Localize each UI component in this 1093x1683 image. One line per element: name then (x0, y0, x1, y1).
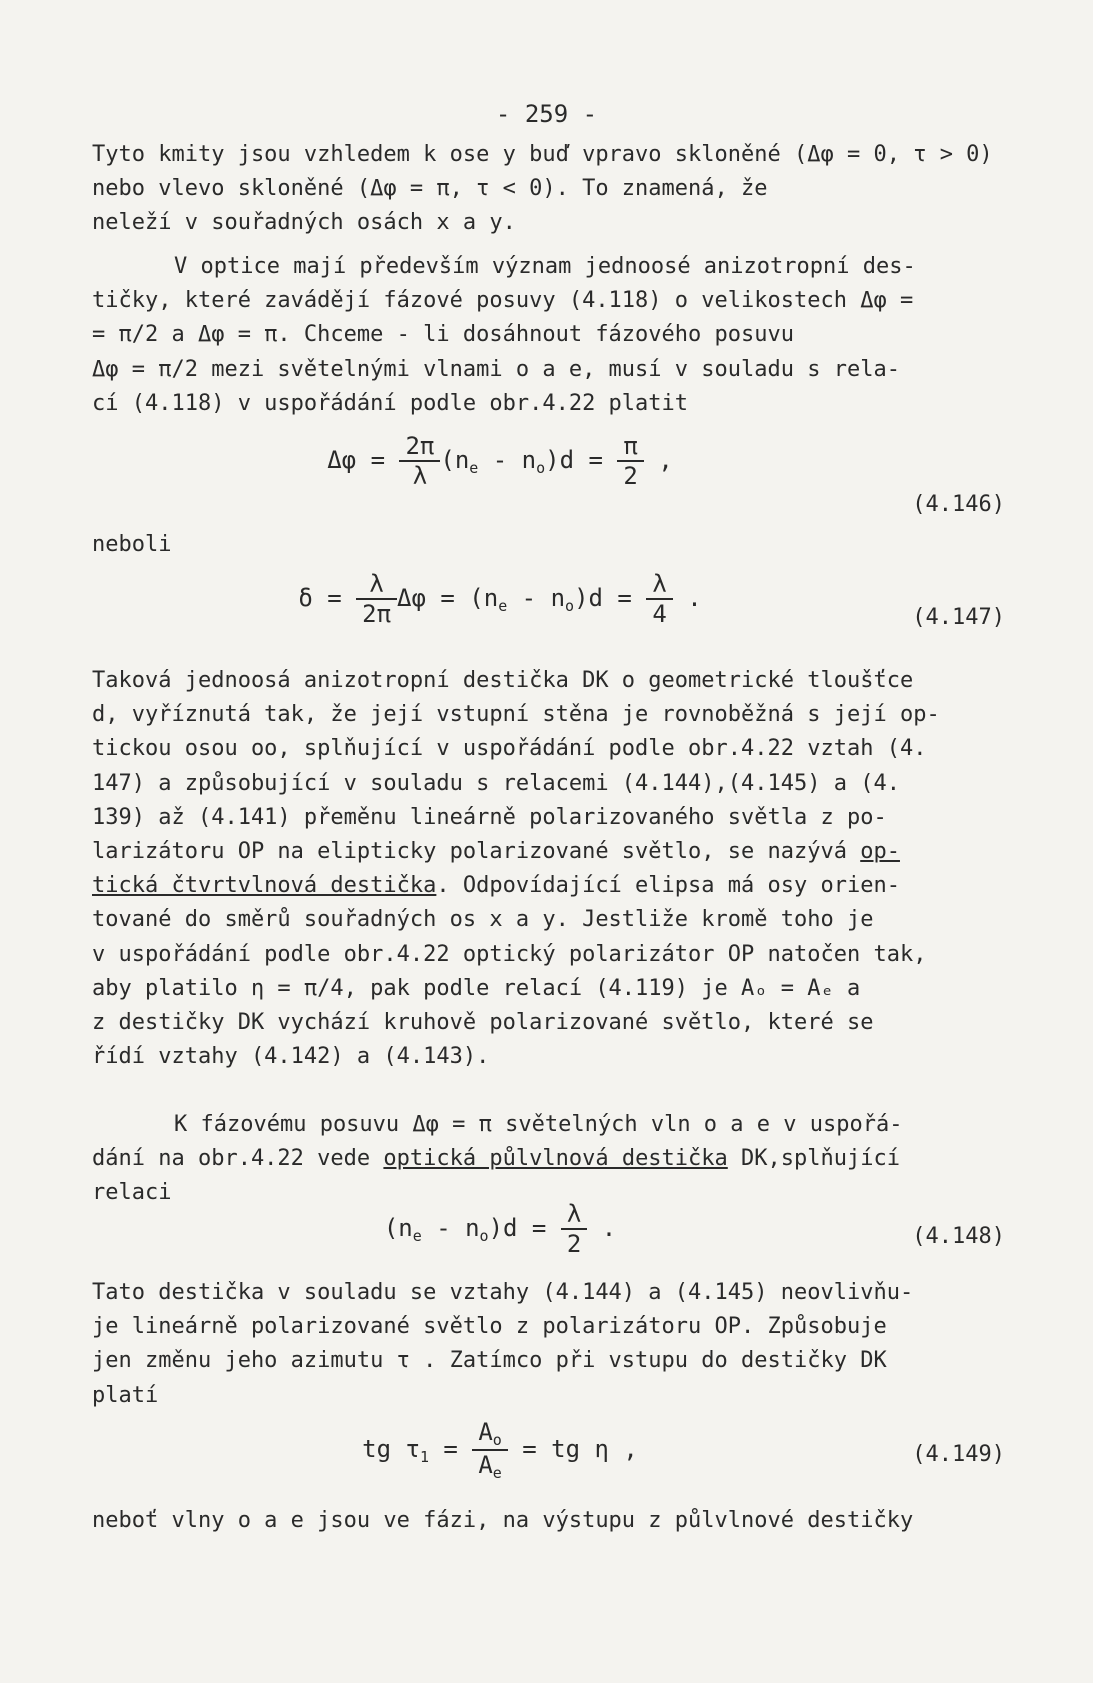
paragraph-5: Tato destička v souladu se vztahy (4.144) a (4.145) neovlivňu- je lineárně polarizované světlo z polarizátoru OP. Způsobuje jen změnu jeho azimutu τ . Zatímco při vstupu do destičky DK platí (92, 1280, 914, 1408)
paragraph-2: V optice mají především význam jednoosé anizotropní des- tičky, které zavádějí fázové posuvy (4.118) o velikostech Δφ = = π/2 a Δφ = π. Chceme - li dosáhnout fázového posuvu Δφ = π/2 mezi světelnými vlnami o a e, musí v souladu s rela- cí (4.118) v uspořádání podle obr.4.22 platit (92, 254, 916, 416)
fraction: $\frac{\lambda}{2\pi}$ (356, 570, 397, 628)
fraction: $\frac{\lambda}{2}$ (561, 1200, 587, 1258)
paragraph-6: neboť vlny o a e jsou ve fázi, na výstupu z půlvlnové destičky (92, 1508, 914, 1533)
equation-4-146: Δφ = $\frac{2\pi}{\lambda}$ $(n_e - n_o)d$ = $\frac{\pi}{2}$ , (327, 432, 673, 490)
equation-4-147: δ = $\frac{\lambda}{2\pi}$ $\Delta\varphi = (n_e - n_o)d$ = $\frac{\lambda}{4}$ . (298, 570, 702, 628)
fraction: $\frac{\lambda}{4}$ (646, 570, 672, 628)
neboli-label: neboli (92, 532, 172, 557)
equation-number-4-149: (4.149) (912, 1442, 1005, 1467)
paragraph-1: Tyto kmity jsou vzhledem k ose y buď vpravo skloněné (Δφ = 0, τ > 0) nebo vlevo skloněné (Δφ = π, τ < 0). To znamená, že neleží v souřadných osách x a y. (92, 142, 993, 236)
equation-4-149: tg $\tau_1$ = $\frac{A_o}{A_e}$ = tg η , (362, 1418, 638, 1482)
paragraph-4: K fázovému posuvu Δφ = π světelných vln o a e v uspořá- dání na obr.4.22 vede optická půlvlnová destička DK,splňující relaci (92, 1112, 903, 1206)
fraction: $\frac{A_o}{A_e}$ (472, 1418, 507, 1482)
fraction: $\frac{\pi}{2}$ (617, 432, 643, 490)
equation-number-4-146: (4.146) (912, 492, 1005, 517)
term-quarter-wave-plate-start: op- (860, 839, 900, 865)
equation-number-4-147: (4.147) (912, 605, 1005, 630)
equation-number-4-148: (4.148) (912, 1224, 1005, 1249)
term-half-wave-plate: optická půlvlnová destička (383, 1146, 728, 1172)
equation-4-148: $(n_e - n_o)d$ = $\frac{\lambda}{2}$ . (383, 1200, 617, 1258)
fraction: $\frac{2\pi}{\lambda}$ (399, 432, 440, 490)
paragraph-3: Taková jednoosá anizotropní destička DK o geometrické tloušťce d, vyříznutá tak, že její vstupní stěna je rovnoběžná s její op- tickou osou oo, splňující v uspořádání podle obr.4.22 vztah (4. 147) a způsobující v souladu s relacemi (4.144),(4.145) a (4. 139) až (4.141) přeměnu lineárně polarizovaného světla z po- larizátoru OP na elipticky polarizované světlo, se nazývá op- tická čtvrtvlnová destička. Odpovídající elipsa má osy orien- tované do směrů souřadných os x a y. Jestliže kromě toho je v uspořádání podle obr.4.22 optický polarizátor OP natočen tak, aby platilo η = π/4, pak podle relací (4.119) je Aₒ = Aₑ a z destičky DK vychází kruhově polarizované světlo, které se řídí vztahy (4.142) a (4.143). (92, 668, 940, 1070)
page-number: - 259 - (495, 100, 598, 128)
term-quarter-wave-plate: tická čtvrtvlnová destička (92, 873, 437, 899)
